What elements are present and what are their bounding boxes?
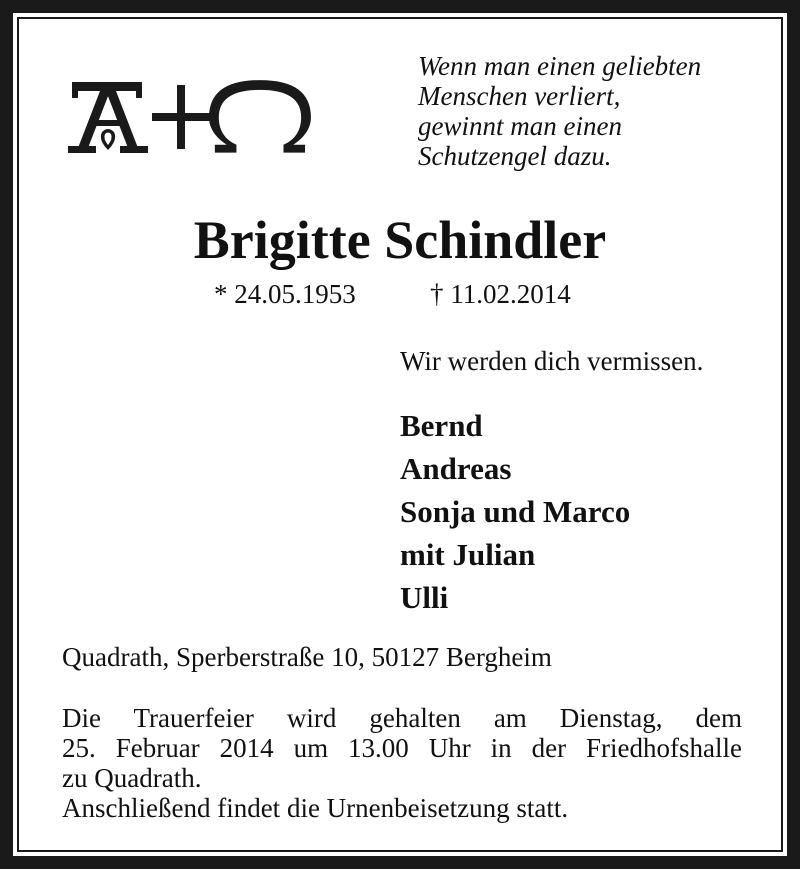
funeral-notice [62,703,742,823]
omega-glyph-icon [209,80,311,153]
mourner-name: mit Julian [400,537,536,572]
funeral-line: Die Trauerfeier wird gehalten am Dienstag, dem [62,703,742,733]
funeral-line: Anschließend findet die Urnenbeisetzung statt. [62,793,569,823]
farewell-text: Wir werden dich vermissen. [400,346,704,376]
quote-line: Wenn man einen geliebten [418,51,702,81]
alpha-cross-omega-icon [66,80,316,160]
mourner-name: Sonja und Marco [400,494,631,529]
mourners-list [400,404,630,619]
quote-line: Schutzengel dazu. [418,141,612,171]
quote-line: Menschen verliert, [418,81,621,111]
funeral-line: 25. Februar 2014 um 13.00 Uhr in der Friedhofshalle [62,733,742,763]
deceased-name: Brigitte Schindler [193,210,607,270]
death-date: † 11.02.2014 [430,279,571,309]
mourner-name: Bernd [400,408,483,443]
memorial-quote [418,51,778,171]
cross-glyph-icon [152,85,210,149]
family-address: Quadrath, Sperberstraße 10, 50127 Bergheim [62,642,552,672]
mourner-name: Andreas [400,451,512,486]
birth-date: * 24.05.1953 [214,279,356,309]
funeral-line: zu Quadrath. [62,763,202,793]
mourner-name: Ulli [400,580,449,615]
quote-line: gewinnt man einen [418,111,622,141]
